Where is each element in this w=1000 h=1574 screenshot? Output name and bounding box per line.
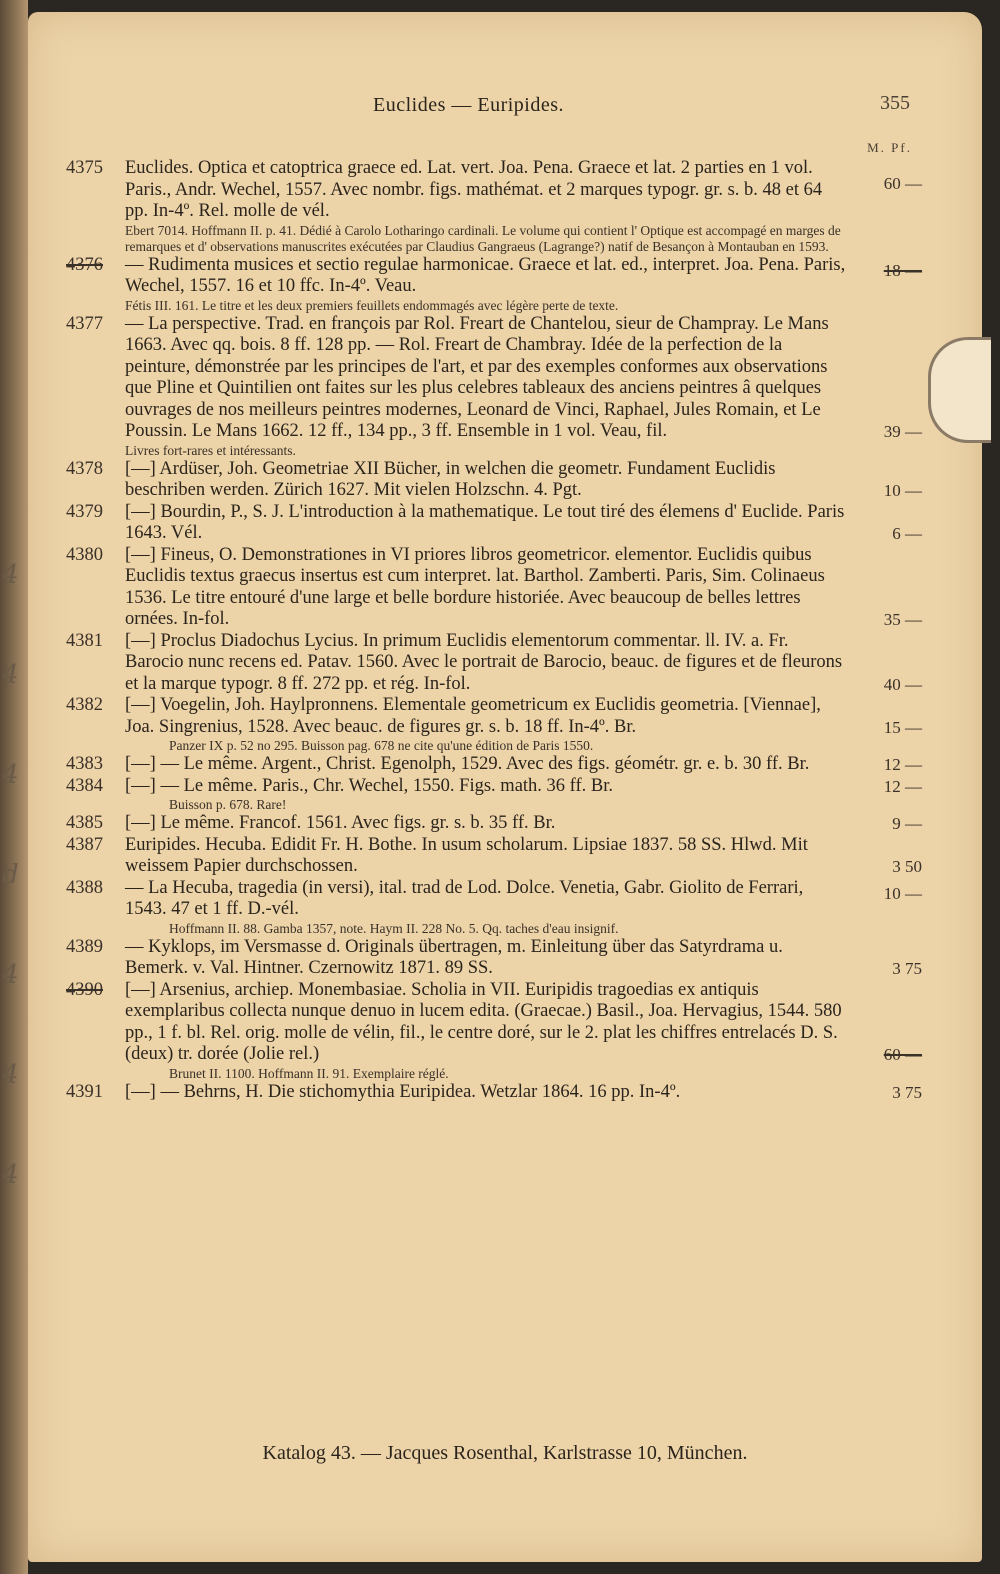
entry-note: Panzer IX p. 52 no 295. Buisson pag. 678 ne cite qu'une édition de Paris 1550. (169, 738, 594, 753)
catalog-entry (66, 255, 926, 314)
catalog-entry (66, 937, 926, 980)
page-header (28, 94, 982, 124)
entry-price: 12 — (883, 755, 922, 774)
entry-number: 4385 (66, 813, 103, 833)
entry-number: 4384 (66, 775, 103, 796)
entry-price: 18 — (883, 261, 922, 280)
page-clip (928, 337, 991, 443)
entry-text: Euclides. Optica et catoptrica graece ed. Lat. vert. Joa. Pena. Graece et lat. 2 parties en 1 vol. Paris., Andr. Wechel, 1557. Avec nombr. figs. mathémat. et 2 marques typogr. gr. s. b. 48 et 64 pp. In-4º. Rel. molle de vél. (125, 158, 823, 221)
catalog-entry (66, 835, 926, 878)
entry-number: 4390 (66, 979, 103, 1000)
entry-note: Buisson p. 678. Rare! (169, 797, 287, 812)
entry-note: Fétis III. 161. Le titre et les deux premiers feuillets endommagés avec légère perte de texte. (125, 297, 619, 313)
entry-note: Brunet II. 1100. Hoffmann II. 91. Exemplaire réglé. (169, 1065, 449, 1081)
page-number: 355 (880, 92, 910, 114)
entry-price: 3 75 (892, 1082, 922, 1102)
margin-mark: 4 (2, 560, 19, 590)
catalog-entries (66, 158, 926, 1103)
entry-text: — La perspective. Trad. en françois par Rol. Freart de Chantelou, sieur de Champray. Le Mans 1663. Avec qq. bois. 8 ff. 128 pp. — Rol. Freart de Chambray. Idée de la perfection de la peinture, démonstrée par les principes de l'art, et par des exemples conformes aux observations que Pline et Quintilien ont faites sur les plus celebres tableaux des anciens peintres â quelques ouvrages de nos meilleurs peintres modernes, Leonard de Vinci, Raphael, Jules Romain, et Le Poussin. Le Mans 1662. 12 ff., 134 pp., 3 ff. Ensemble in 1 vol. Veau, fil. (125, 313, 829, 441)
entry-price: 40 — (883, 674, 922, 694)
entry-text: [—] Arsenius, archiep. Monembasiae. Scholia in VII. Euripidis tragoedias ex antiquis exemplaribus collecta nunque denuo in lucem edita. (Graecae.) Basil., Joa. Hervagius, 1544. 580 pp., 1 f. bl. Rel. orig. molle de vélin, fil., le centre doré, sur le 2. plat les chiffres entrelacés D. S. (deux) tr. dorée (Jolie rel.) (125, 979, 842, 1064)
entry-number: 4377 (66, 313, 103, 334)
entry-price: 3 50 (892, 857, 922, 876)
entry-text: [—] Le même. Francof. 1561. Avec figs. gr. s. b. 35 ff. Br. (125, 813, 556, 833)
catalog-entry (66, 314, 926, 459)
catalog-entry (66, 158, 926, 255)
catalog-entry (66, 502, 926, 545)
entry-text: — La Hecuba, tragedia (in versi), ital. trad de Lod. Dolce. Venetia, Gabr. Giolito de Ferrari, 1543. 47 et 1 ff. D.-vél. (125, 877, 804, 919)
entry-text: — Kyklops, im Versmasse d. Originals übertragen, m. Einleitung über das Satyrdrama u. Bemerk. v. Val. Hintner. Czernowitz 1871. 89 SS. (125, 936, 783, 978)
margin-mark: 4 (2, 960, 19, 990)
entry-price: 15 — (883, 717, 922, 737)
entry-number: 4376 (66, 254, 103, 275)
entry-price: 10 — (883, 481, 922, 500)
entry-note: Hoffmann II. 88. Gamba 1357, note. Haym II. 228 No. 5. Qq. taches d'eau insignif. (169, 920, 619, 936)
entry-note: Livres fort-rares et intéressants. (125, 442, 296, 458)
page-title: Euclides — Euripides. (373, 94, 565, 116)
entry-number: 4389 (66, 936, 103, 957)
entry-number: 4375 (66, 158, 103, 178)
entry-number: 4382 (66, 695, 103, 715)
entry-number: 4383 (66, 754, 103, 774)
catalog-entry (66, 813, 926, 835)
entry-text: [—] Ardüser, Joh. Geometriae XII Bücher, in welchen die geometr. Fundament Euclidis beschriben werden. Zürich 1627. Mit vielen Holzschn. 4. Pgt. (125, 458, 776, 500)
catalog-entry (66, 1082, 926, 1104)
entry-text: — Rudimenta musices et sectio regulae harmonicae. Graece et lat. ed., interpret. Joa. Pena. Paris, Wechel, 1557. 16 et 10 ffc. In-4º. Veau. (125, 254, 846, 296)
entry-text: [—] Fineus, O. Demonstrationes in VI priores libros geometricor. elementor. Euclidis quibus Euclidis textus graecus insertus est cum interpret. lat. Barthol. Zamberti. Paris, Sim. Colinaeus 1536. Le titre entouré d'une large et belle bordure historiée. Avec beaucoup de belles lettres ornées. In-fol. (125, 544, 825, 629)
entry-note: Ebert 7014. Hoffmann II. p. 41. Dédié à Carolo Lotharingo cardinali. Le volume qui contient l' Optique est accompagé en marges de remarques et d' observations manuscrites exécutées par Claudius Gangraeus (Lagrange?) natif de Besançon à Montauban en 1593. (125, 222, 841, 254)
entry-text: [—] — Le même. Paris., Chr. Wechel, 1550. Figs. math. 36 ff. Br. (125, 775, 614, 796)
entry-price: 35 — (883, 610, 922, 629)
catalog-entry (66, 878, 926, 937)
margin-mark: 4 (2, 660, 19, 690)
page-footer: Katalog 43. — Jacques Rosenthal, Karlstrasse 10, München. (262, 1442, 748, 1464)
entry-price: 3 75 (892, 959, 922, 978)
margin-annotations (2, 560, 32, 1260)
catalog-page (28, 12, 982, 1562)
currency-header: M. Pf. (867, 140, 912, 155)
catalog-entry (66, 631, 926, 696)
entry-price: 60 — (883, 174, 922, 193)
entry-text: [—] Voegelin, Joh. Haylpronnens. Elementale geometricum ex Euclidis geometria. [Viennae], Joa. Singrenius, 1528. Avec beauc. de figures gr. s. b. 18 ff. In-4º. Br. (125, 695, 821, 737)
catalog-entry (66, 695, 926, 754)
entry-price: 60 — (883, 1045, 922, 1064)
entry-price: 39 — (883, 422, 922, 441)
entry-text: Euripides. Hecuba. Edidit Fr. H. Bothe. In usum scholarum. Lipsiae 1837. 58 SS. Hlwd. Mit weissem Papier durchschossen. (125, 834, 808, 876)
entry-number: 4381 (66, 630, 103, 651)
entry-number: 4380 (66, 544, 103, 565)
entry-text: [—] Bourdin, P., S. J. L'introduction à la mathematique. Le tout tiré des élemens d' Euclide. Paris 1643. Vél. (125, 501, 845, 543)
entry-price: 6 — (892, 524, 922, 543)
entry-text: [—] Proclus Diadochus Lycius. In primum Euclidis elementorum commentar. ll. IV. a. Fr. Barocio nunc recens ed. Patav. 1560. Avec le portrait de Barocio, beauc. de figures et de fleurons et la marque typogr. 8 ff. 272 pp. et rég. In-fol. (125, 630, 843, 694)
entry-text: [—] — Behrns, H. Die stichomythia Euripidea. Wetzlar 1864. 16 pp. In-4º. (125, 1081, 681, 1102)
entry-text: [—] — Le même. Argent., Christ. Egenolph, 1529. Avec des figs. géométr. gr. e. b. 30 ff. Br. (125, 754, 810, 774)
margin-mark: 4 (2, 760, 19, 790)
entry-number: 4379 (66, 501, 103, 522)
catalog-entry (66, 980, 926, 1082)
entry-price: 10 — (883, 884, 922, 903)
entry-number: 4388 (66, 877, 103, 898)
catalog-entry (66, 776, 926, 814)
catalog-entry (66, 754, 926, 776)
entry-number: 4387 (66, 834, 103, 855)
margin-mark: d (2, 860, 19, 890)
entry-price: 12 — (883, 776, 922, 796)
margin-mark: 4 (2, 1060, 19, 1090)
catalog-entry (66, 545, 926, 631)
entry-number: 4391 (66, 1081, 103, 1102)
margin-mark: 4 (2, 1160, 19, 1190)
entry-number: 4378 (66, 458, 103, 479)
catalog-entry (66, 459, 926, 502)
entry-price: 9 — (892, 814, 922, 833)
